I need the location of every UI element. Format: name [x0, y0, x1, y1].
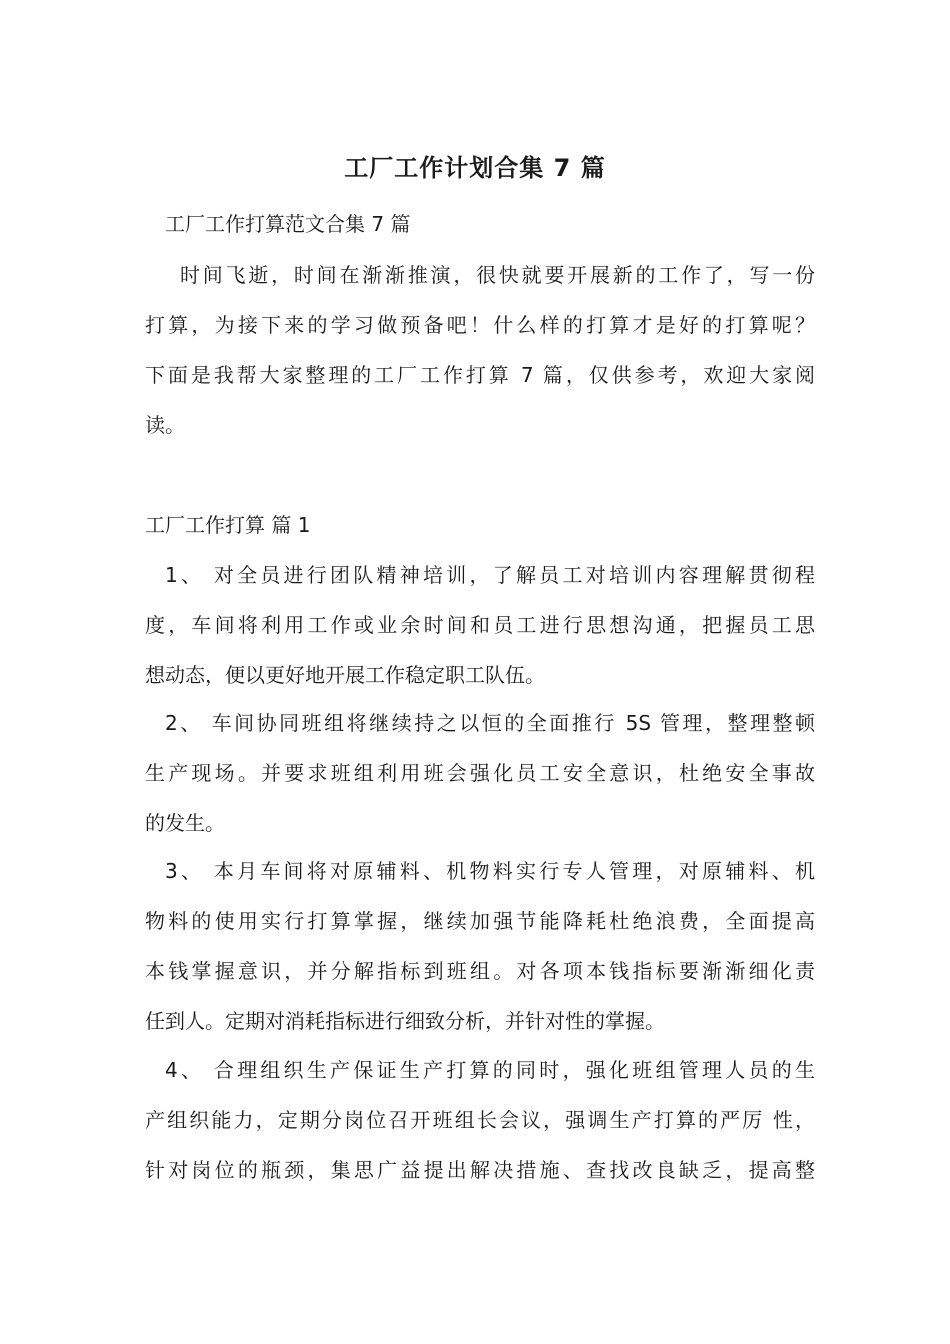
list-item	[145, 1045, 815, 1195]
list-item-line: 本钱掌握意识，并分解指标到班组。对各项本钱指标要渐渐细化责	[145, 959, 815, 983]
list-item-line: 生产现场。并要求班组利用班会强化员工安全意识，杜绝安全事故	[145, 761, 815, 785]
intro-paragraph	[145, 250, 815, 450]
list-item	[145, 846, 815, 1046]
intro-line: 打算，为接下来的学习做预备吧！什么样的打算才是好的打算呢？	[145, 313, 815, 337]
list-item-line: 1、 对全员进行团队精神培训，了解员工对培训内容理解贯彻程	[165, 563, 815, 587]
list-item-line: 产组织能力，定期分岗位召开班组长会议，强调生产打算的严厉 性，	[145, 1108, 815, 1132]
list-item	[145, 698, 815, 848]
list-item-line: 2、 车间协同班组将继续持之以恒的全面推行 5S 管理，整理整顿	[165, 711, 815, 735]
intro-line: 下面是我帮大家整理的工厂工作打算 7 篇，仅供参考，欢迎大家阅	[145, 363, 815, 387]
section-heading: 工厂工作打算 篇 1	[145, 513, 311, 537]
intro-line: 读。	[145, 413, 185, 437]
list-item-line: 物料的使用实行打算掌握，继续加强节能降耗杜绝浪费，全面提高	[145, 909, 815, 933]
list-item-line: 针对岗位的瓶颈，集思广益提出解决措施、查找改良缺乏，提高整	[145, 1158, 815, 1182]
intro-line: 时间飞逝，时间在渐渐推演，很快就要开展新的工作了，写一份	[180, 263, 815, 287]
list-item-line: 3、 本月车间将对原辅料、机物料实行专人管理，对原辅料、机	[165, 859, 815, 883]
list-item-line: 4、 合理组织生产保证生产打算的同时，强化班组管理人员的生	[165, 1058, 815, 1082]
list-item-line: 任到人。定期对消耗指标进行细致分析，并针对性的掌握。	[145, 1009, 665, 1033]
list-item-line: 的发生。	[145, 811, 225, 835]
list-item	[145, 550, 815, 700]
document-subtitle: 工厂工作打算范文合集 7 篇	[165, 212, 411, 236]
document-title: 工厂工作计划合集 7 篇	[344, 154, 606, 182]
section-heading-block	[145, 500, 815, 550]
list-item-line: 度，车间将利用工作或业余时间和员工进行思想沟通，把握员工思	[145, 613, 815, 637]
list-item-line: 想动态，便以更好地开展工作稳定职工队伍。	[145, 663, 545, 687]
